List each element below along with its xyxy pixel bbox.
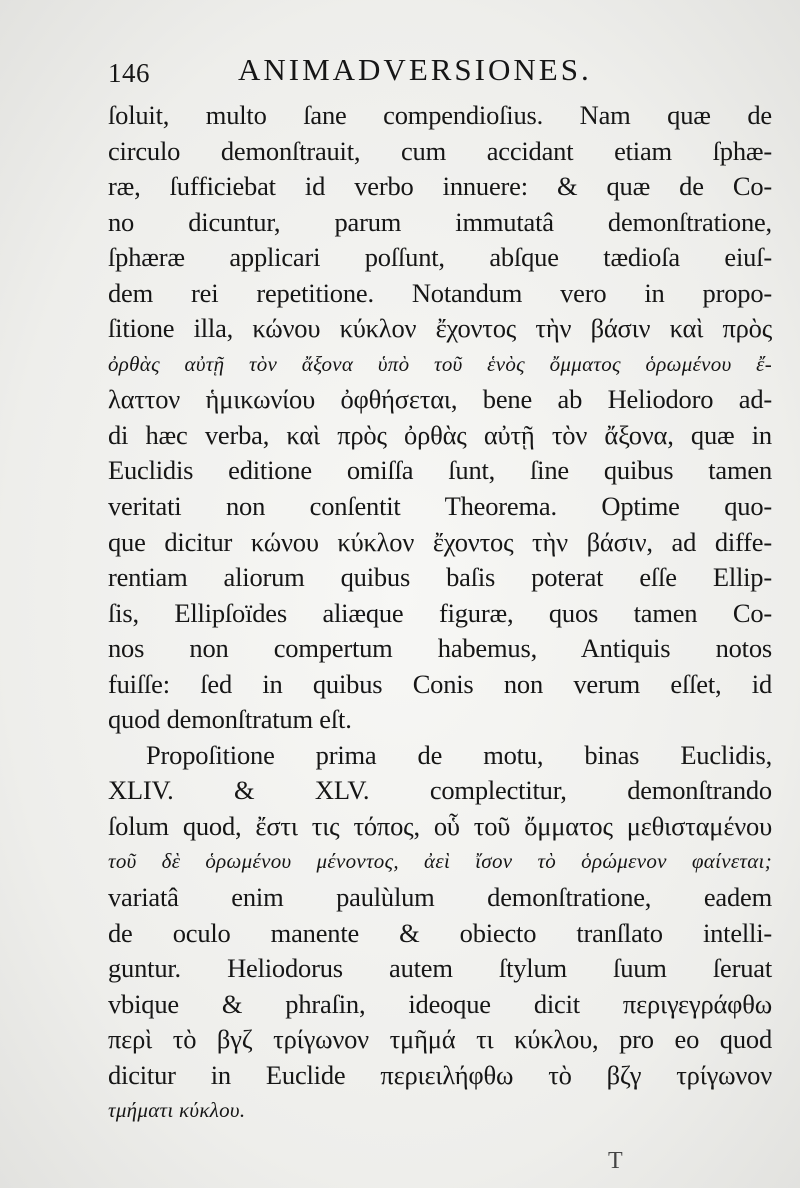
text-line-greek: dicitur in Euclide περιειλήφθω τὸ βζγ τρίγωνον	[108, 1059, 772, 1090]
text-line: nos non compertum habemus, Antiquis notos	[108, 633, 772, 664]
text-line-greek: περὶ τὸ βγζ τρίγωνον τμῆμά τι κύκλου, pro eo quod	[108, 1024, 772, 1055]
catchword: T	[608, 1148, 623, 1174]
text-line: fuiſſe: ſed in quibus Conis non verum eſſet, id	[108, 668, 772, 699]
text-line: veritati non conſentit Theorema. Optime quo-	[108, 491, 772, 522]
text-line-greek: ſolum quod, ἔστι τις τόπος, οὗ τοῦ ὄμματος μεθισταμένου	[108, 810, 772, 841]
paragraph-2	[108, 738, 772, 1129]
running-title: ANIMADVERSIONES.	[238, 52, 592, 87]
text-line: ræ, ſufficiebat id verbo innuere: & quæ de Co-	[108, 171, 772, 202]
text-line-greek: τοῦ δὲ ὁρωμένου μένοντος, ἀεὶ ἴσον τὸ ὁρώμενον φαίνεται;	[108, 849, 772, 874]
text-line: guntur. Heliodorus autem ſtylum ſuum ſeruat	[108, 953, 772, 984]
running-head	[108, 52, 668, 92]
text-line: Propoſitione prima de motu, binas Euclidis,	[146, 739, 772, 770]
text-line-greek: que dicitur κώνου κύκλον ἔχοντος τὴν βάσιν, ad diffe-	[108, 526, 772, 557]
text-line: dem rei repetitione. Notandum vero in propo-	[108, 277, 772, 308]
text-line: ſphæræ applicari poſſunt, abſque tædioſa eiuſ-	[108, 242, 772, 273]
text-line: quod demonſtratum eſt.	[108, 704, 352, 735]
text-line: variatâ enim paulùlum demonſtratione, eadem	[108, 882, 772, 913]
text-line-greek: ſitione illa, κώνου κύκλον ἔχοντος τὴν βάσιν καὶ πρὸς	[108, 313, 772, 344]
text-line: circulo demonſtrauit, cum accidant etiam ſphæ-	[108, 135, 772, 166]
text-line-greek: ὀρθὰς αὐτῇ τὸν ἄξονα ὑπὸ τοῦ ἑνὸς ὄμματος ὁρωμένου ἔ-	[108, 351, 772, 376]
text-line-greek: vbique & phraſin, ideoque dicit περιγεγράφθω	[108, 988, 772, 1019]
text-line: Euclidis editione omiſſa ſunt, ſine quibus tamen	[108, 455, 772, 486]
text-line-greek: di hæc verba, καὶ πρὸς ὀρθὰς αὐτῇ τὸν ἄξονα, quæ in	[108, 419, 772, 450]
text-line: de oculo manente & obiecto tranſlato intelli-	[108, 917, 772, 948]
text-line: no dicuntur, parum immutatâ demonſtratione,	[108, 206, 772, 237]
text-line: ſis, Ellipſoïdes aliæque figuræ, quos tamen Co-	[108, 597, 772, 628]
text-line: rentiam aliorum quibus baſis poterat eſſe Ellip-	[108, 562, 772, 593]
text-line-greek: τμήματι κύκλου.	[108, 1098, 246, 1123]
paragraph-1	[108, 98, 772, 738]
body-text	[108, 98, 772, 1129]
text-line-greek: λαττον ἡμικωνίου ὀφθήσεται, bene ab Heliodoro ad-	[108, 384, 772, 415]
text-line: XLIV. & XLV. complectitur, demonſtrando	[108, 775, 772, 806]
text-line: ſoluit, multo ſane compendioſius. Nam quæ de	[108, 100, 772, 130]
page-number: 146	[108, 58, 150, 88]
